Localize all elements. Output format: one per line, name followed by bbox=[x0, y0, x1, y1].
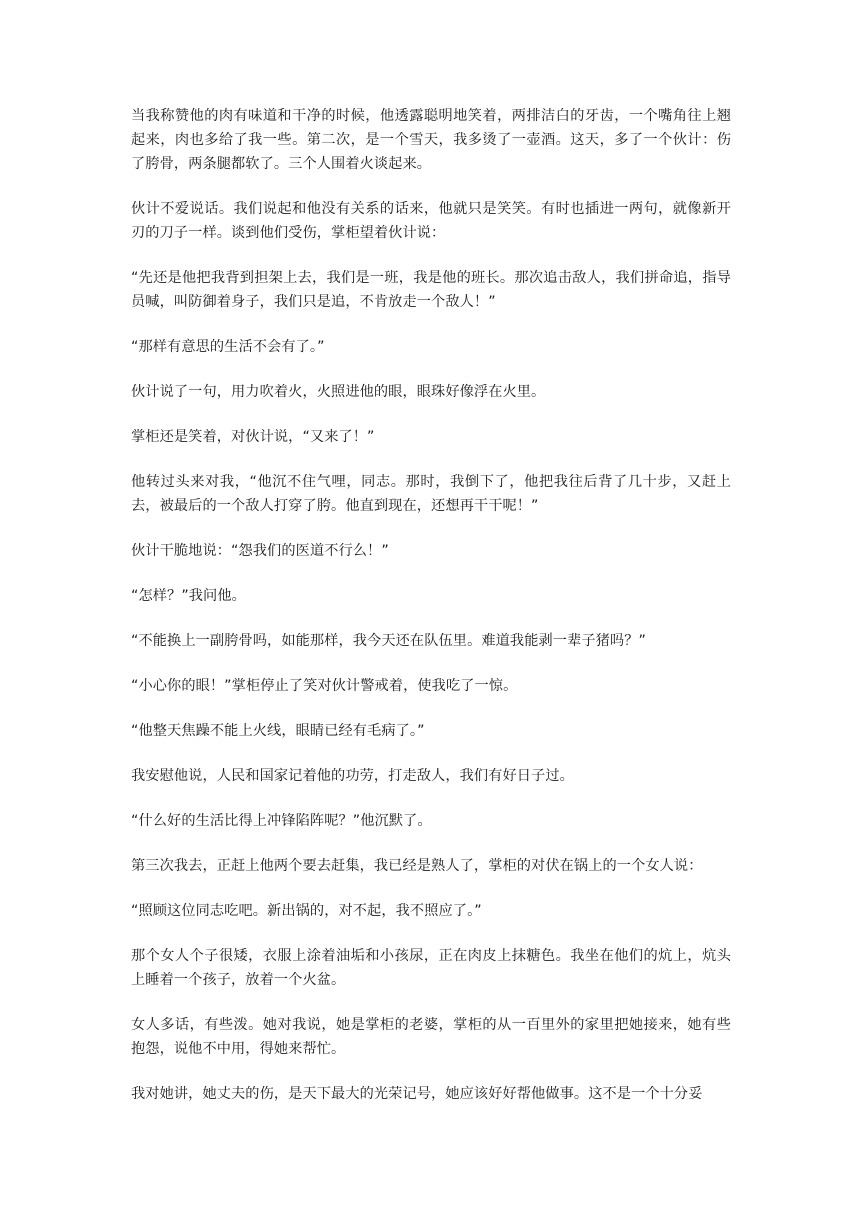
document-page bbox=[131, 104, 731, 1127]
paragraph: “不能换上一副胯骨吗，如能那样，我今天还在队伍里。难道我能剥一辈子猪吗？” bbox=[131, 633, 646, 649]
paragraph: 当我称赞他的肉有味道和干净的时候，他透露聪明地笑着，两排洁白的牙齿，一个嘴角往上翘起来，肉也多给了我一些。第二次，是一个雪天，我多烫了一壶酒。这天，多了一个伙计：伤了胯骨，两条腿都软了。三个人围着火谈起来。 bbox=[131, 108, 731, 172]
paragraph: 伙计不爱说话。我们说起和他没有关系的话来，他就只是笑笑。有时也插进一两句，就像新开刃的刀子一样。谈到他们受伤，掌柜望着伙计说： bbox=[131, 201, 731, 241]
paragraph: “小心你的眼！”掌柜停止了笑对伙计警戒着，使我吃了一惊。 bbox=[131, 678, 518, 694]
paragraph: “照顾这位同志吃吧。新出锅的，对不起，我不照应了。” bbox=[131, 903, 482, 919]
paragraph: 第三次我去，正赶上他两个要去赶集，我已经是熟人了，掌柜的对伏在锅上的一个女人说： bbox=[131, 858, 703, 874]
paragraph: 那个女人个子很矮，衣服上涂着油垢和小孩尿，正在肉皮上抹糖色。我坐在他们的炕上，炕头上睡着一个孩子，放着一个火盆。 bbox=[131, 948, 731, 988]
paragraph: 我安慰他说，人民和国家记着他的功劳，打走敌人，我们有好日子过。 bbox=[131, 768, 574, 784]
paragraph: 伙计干脆地说：“怨我们的医道不行么！” bbox=[131, 543, 389, 559]
paragraph: 我对她讲，她丈夫的伤，是天下最大的光荣记号，她应该好好帮他做事。这不是一个十分妥 bbox=[131, 1086, 703, 1102]
paragraph: “那样有意思的生活不会有了。” bbox=[131, 339, 325, 355]
paragraph: “他整天焦躁不能上火线，眼睛已经有毛病了。” bbox=[131, 723, 425, 739]
paragraph: “先还是他把我背到担架上去，我们是一班，我是他的班长。那次追击敌人，我们拼命追，指导员喊，叫防御着身子，我们只是追，不肯放走一个敌人！” bbox=[131, 270, 731, 310]
paragraph: 女人多话，有些泼。她对我说，她是掌柜的老婆，掌柜的从一百里外的家里把她接来，她有些抱怨，说他不中用，得她来帮忙。 bbox=[131, 1017, 731, 1057]
paragraph: 掌柜还是笑着，对伙计说，“又来了！” bbox=[131, 429, 375, 445]
paragraph: 他转过头来对我，“他沉不住气哩，同志。那时，我倒下了，他把我往后背了几十步，又赶上去，被最后的一个敌人打穿了胯。他直到现在，还想再干干呢！” bbox=[131, 474, 731, 514]
paragraph: 伙计说了一句，用力吹着火，火照进他的眼，眼珠好像浮在火里。 bbox=[131, 384, 546, 400]
paragraph: “怎样？”我问他。 bbox=[131, 588, 246, 604]
paragraph: “什么好的生活比得上冲锋陷阵呢？”他沉默了。 bbox=[131, 813, 432, 829]
